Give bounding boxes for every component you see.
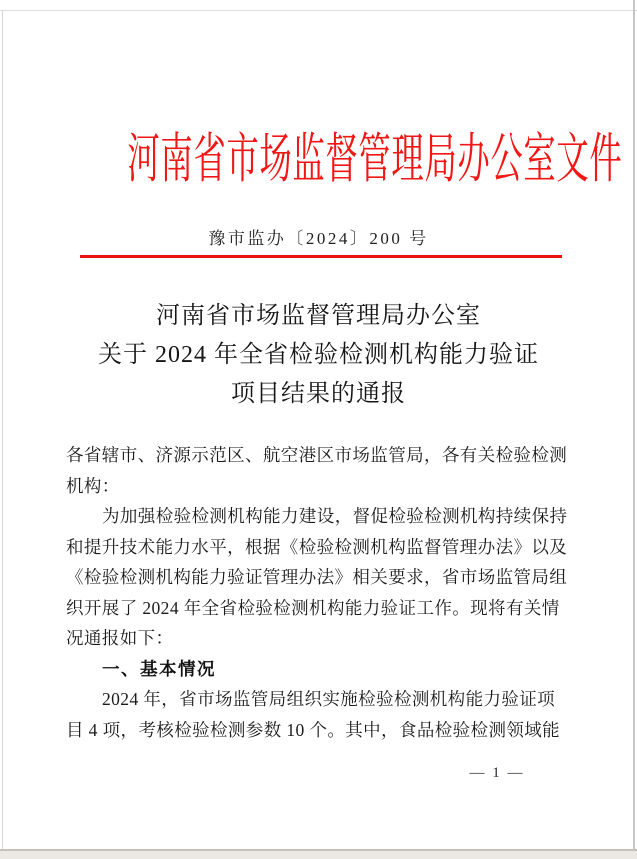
document-title-line-1: 河南省市场监督管理局办公室: [156, 303, 481, 329]
red-divider-line: [80, 255, 562, 258]
document-number: 豫市监办〔2024〕200 号: [208, 229, 429, 248]
scan-edge-top: [0, 10, 637, 11]
body-line-para1-3: 《检验检测机构能力验证管理办法》相关要求，省市场监管局组: [66, 567, 568, 587]
document-title-line-3: 项目结果的通报: [231, 381, 406, 407]
page-number: — 1 —: [469, 765, 525, 781]
scan-edge-left: [2, 10, 3, 850]
section-heading-basic-situation: 一、基本情况: [102, 658, 216, 679]
body-line-para2-2: 目 4 项，考核检验检测参数 10 个。其中，食品检验检测领域能: [66, 719, 561, 740]
scan-background-strip: [0, 851, 637, 859]
document-title-line-2: 关于 2024 年全省检验检测机构能力验证: [98, 342, 539, 368]
document-body: [66, 440, 566, 745]
body-line-para1-1: 为加强检验检测机构能力建设，督促检验检测机构持续保持: [102, 506, 568, 526]
body-line-salutation-2: 机构：: [66, 475, 120, 496]
body-line-para1-2: 和提升技术能力水平，根据《检验检测机构监督管理办法》以及: [66, 536, 568, 557]
scan-edge-right: [633, 0, 635, 851]
body-line-para2-1: 2024 年，省市场监管局组织实施检验检测机构能力验证项: [102, 689, 556, 709]
body-line-para1-5: 况通报如下：: [66, 628, 174, 648]
body-line-salutation-1: 各省辖市、济源示范区、航空港区市场监管局，各有关检验检测: [66, 445, 568, 465]
document-header-title: 河南省市场监督管理局办公室文件: [127, 129, 623, 189]
document-title: [0, 297, 637, 414]
body-line-para1-4: 织开展了 2024 年全省检验检测机构能力验证工作。现将有关情: [66, 597, 560, 618]
